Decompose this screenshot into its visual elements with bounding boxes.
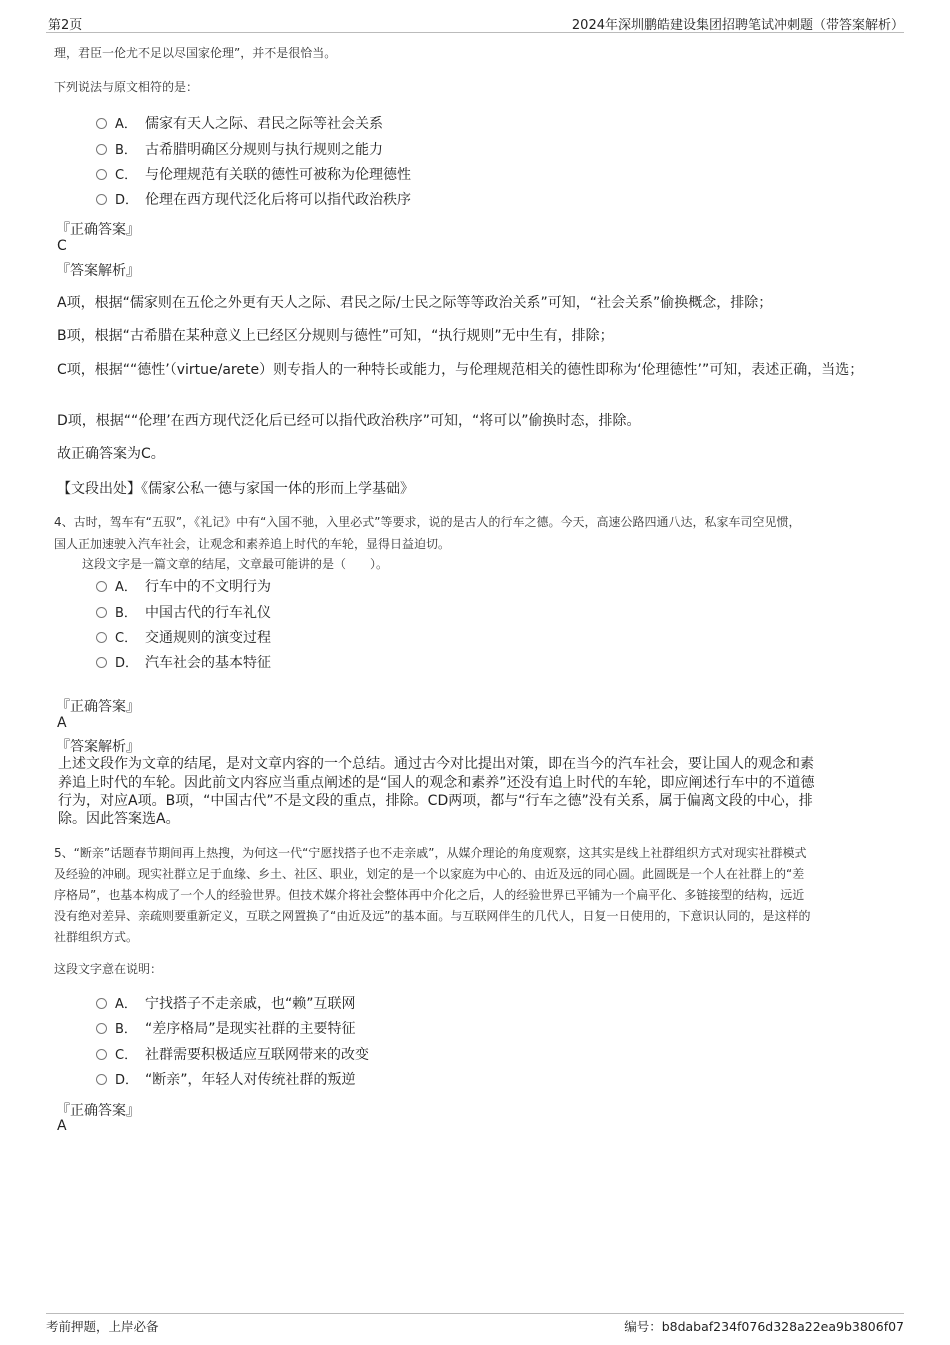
q3-analysis-c: C项，根据““德性’（virtue/arete）则专指人的一种特长或能力，与伦理规范相关的德性即称为‘伦理德性’”可知，表述正确，当选；: [57, 362, 864, 378]
q5-stem-line-4: 没有绝对差异、亲疏则要重新定义，互联之网置换了“由近及远”的基本面。与互联网伴生的几代人，日复一日使用的，下意识认同的，是这样的: [54, 909, 811, 923]
q3-option-c[interactable]: C． 与伦理规范有关联的德性可被称为伦理德性: [96, 164, 411, 186]
q3-answer-label: 『正确答案』: [56, 222, 140, 238]
q4-analysis-line-4: 除。因此答案选A。: [58, 811, 180, 827]
q4-option-b[interactable]: B． 中国古代的行车礼仪: [96, 602, 271, 624]
q5-option-b[interactable]: B． “差序格局”是现实社群的主要特征: [96, 1018, 356, 1040]
q3-option-a[interactable]: A． 儒家有天人之际、君民之际等社会关系: [96, 113, 383, 135]
q4-analysis-line-3: 行为，对应A项。B项，“中国古代”不是文段的重点，排除。CD两项，都与“行车之德”没有关系，属于偏离文段的中心，排: [58, 793, 813, 809]
q5-option-a[interactable]: A． 宁找搭子不走亲戚，也“赖”互联网: [96, 993, 356, 1015]
q4-answer: A: [57, 715, 67, 731]
q3-continuation: 理，君臣一伦尤不足以尽国家伦理”，并不是很恰当。: [54, 46, 337, 60]
q3-analysis-d: D项，根据““伦理’在西方现代泛化后已经可以指代政治秩序”可知，“将可以”偷换时态，排除。: [57, 413, 641, 429]
radio-icon[interactable]: [96, 657, 107, 668]
radio-icon[interactable]: [96, 581, 107, 592]
q5-stem-line-1: 5、“断亲”话题春节期间再上热搜，为何这一代“宁愿找搭子也不走亲戚”，从媒介理论的角度观察，这其实是线上社群组织方式对现实社群模式: [54, 846, 807, 860]
q3-source: 【文段出处】《儒家公私一德与家国一体的形而上学基础》: [57, 481, 414, 497]
radio-icon[interactable]: [96, 632, 107, 643]
q4-analysis-line-1: 上述文段作为文章的结尾，是对文章内容的一个总结。通过古今对比提出对策，即在当今的汽车社会，要让国人的观念和素: [58, 756, 814, 772]
q4-prompt: 这段文字是一篇文章的结尾，文章最可能讲的是（ ）。: [82, 557, 389, 571]
q3-conclusion: 故正确答案为C。: [57, 446, 165, 462]
radio-icon[interactable]: [96, 1074, 107, 1085]
page-header: [46, 12, 904, 33]
document-title: 2024年深圳鹏皓建设集团招聘笔试冲刺题（带答案解析）: [571, 18, 904, 33]
q3-analysis-label: 『答案解析』: [56, 263, 140, 279]
radio-icon[interactable]: [96, 194, 107, 205]
q5-option-c[interactable]: C． 社群需要积极适应互联网带来的改变: [96, 1044, 369, 1066]
q5-option-d[interactable]: D． “断亲”，年轻人对传统社群的叛逆: [96, 1069, 356, 1091]
q4-option-a[interactable]: A． 行车中的不文明行为: [96, 576, 271, 598]
q4-option-c[interactable]: C． 交通规则的演变过程: [96, 627, 271, 649]
q5-stem-line-2: 及经验的冲刷。现实社群立足于血缘、乡土、社区、职业，划定的是一个以家庭为中心的、由近及远的同心圆。此圆既是一个人在社群上的“差: [54, 867, 805, 881]
q5-stem-line-3: 序格局”，也基本构成了一个人的经验世界。但技术媒介将社会整体再中介化之后，人的经验世界已平铺为一个扁平化、多链接型的结构，远近: [54, 888, 805, 902]
q4-analysis-line-2: 养追上时代的车轮。因此前文内容应当重点阐述的是“国人的观念和素养”还没有追上时代的车轮，即应阐述行车中的不道德: [58, 775, 815, 791]
q5-prompt: 这段文字意在说明：: [54, 962, 163, 976]
radio-icon[interactable]: [96, 1049, 107, 1060]
q3-analysis-a: A项，根据“儒家则在五伦之外更有天人之际、君民之际/士民之际等等政治关系”可知，“社会关系”偷换概念，排除；: [57, 295, 773, 311]
q3-prompt: 下列说法与原文相符的是：: [54, 80, 199, 94]
q3-answer: C: [57, 238, 67, 254]
q4-stem-line-2: 国人正加速驶入汽车社会，让观念和素养追上时代的车轮，显得日益迫切。: [54, 537, 451, 551]
radio-icon[interactable]: [96, 118, 107, 129]
q4-answer-label: 『正确答案』: [56, 699, 140, 715]
radio-icon[interactable]: [96, 169, 107, 180]
q4-analysis-label: 『答案解析』: [56, 739, 140, 755]
q5-stem-line-5: 社群组织方式。: [54, 930, 139, 944]
page-footer: [46, 1313, 904, 1336]
q3-option-d[interactable]: D． 伦理在西方现代泛化后将可以指代政治秩序: [96, 189, 411, 211]
document-code: 编号：b8dabaf234f076d328a22ea9b3806f07: [624, 1319, 904, 1334]
radio-icon[interactable]: [96, 1023, 107, 1034]
radio-icon[interactable]: [96, 607, 107, 618]
q5-answer-label: 『正确答案』: [56, 1103, 140, 1119]
q3-analysis-b: B项，根据“古希腊在某种意义上已经区分规则与德性”可知，“执行规则”无中生有，排除；: [57, 328, 614, 344]
radio-icon[interactable]: [96, 144, 107, 155]
q5-answer: A: [57, 1118, 67, 1134]
footer-slogan: 考前押题，上岸必备: [46, 1319, 159, 1334]
radio-icon[interactable]: [96, 998, 107, 1009]
q3-option-b[interactable]: B． 古希腊明确区分规则与执行规则之能力: [96, 139, 383, 161]
q4-option-d[interactable]: D． 汽车社会的基本特征: [96, 652, 271, 674]
q4-stem-line-1: 4、古时，驾车有“五驭”，《礼记》中有“入国不驰，入里必式”等要求，说的是古人的行车之德。今天，高速公路四通八达，私家车司空见惯，: [54, 515, 801, 529]
page-number: 第2页: [48, 18, 83, 33]
